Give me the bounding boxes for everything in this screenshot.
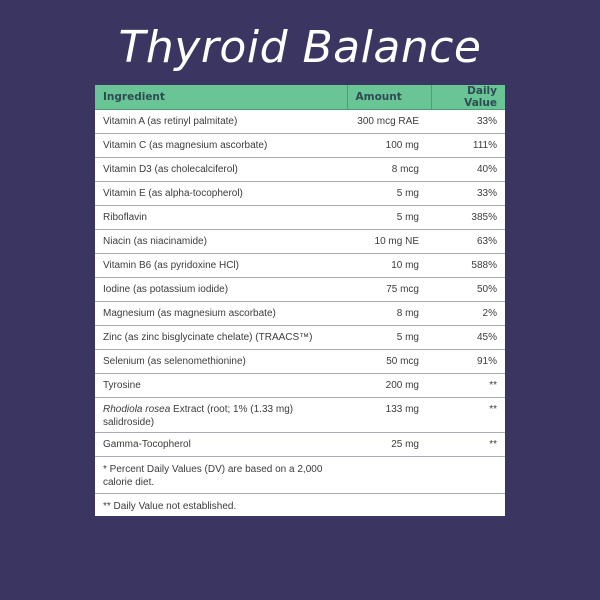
supplement-facts-table [95,85,505,516]
daily-value-cell: 385% [431,206,505,230]
ingredient-cell: Riboflavin [95,206,347,230]
daily-value-cell: 63% [431,230,505,254]
amount-cell: 25 mg [347,433,431,457]
table-row [95,326,505,350]
table-row [95,433,505,457]
daily-value-cell: 33% [431,110,505,134]
table-row [95,302,505,326]
amount-cell: 8 mg [347,302,431,326]
daily-value-cell: ** [431,374,505,398]
ingredient-cell: Vitamin C (as magnesium ascorbate) [95,134,347,158]
table-row [95,110,505,134]
amount-cell: 5 mg [347,206,431,230]
table-row [95,158,505,182]
table-row [95,374,505,398]
table-row [95,398,505,433]
amount-cell: 8 mcg [347,158,431,182]
ingredient-cell: Tyrosine [95,374,347,398]
header-ingredient: Ingredient [95,85,347,110]
ingredient-cell: Vitamin B6 (as pyridoxine HCl) [95,254,347,278]
amount-cell: 5 mg [347,326,431,350]
daily-value-cell: 588% [431,254,505,278]
ingredient-cell: Gamma-Tocopherol [95,433,347,457]
footnote-dv-not-established: ** Daily Value not established. [103,501,237,512]
page-title: Thyroid Balance [118,22,482,73]
amount-cell: 5 mg [347,182,431,206]
amount-cell: 50 mcg [347,350,431,374]
ingredient-cell: Selenium (as selenomethionine) [95,350,347,374]
amount-cell: 10 mg NE [347,230,431,254]
amount-cell: 100 mg [347,134,431,158]
table-row [95,134,505,158]
ingredient-cell: Zinc (as zinc bisglycinate chelate) (TRAACS™) [95,326,347,350]
ingredient-cell: Vitamin D3 (as cholecalciferol) [95,158,347,182]
table-row [95,182,505,206]
ingredient-description: Extract (root; 1% (1.33 mg) salidroside) [103,404,294,428]
amount-cell: 133 mg [347,398,431,433]
table-row [95,254,505,278]
footnote-row [95,457,505,494]
daily-value-cell: 33% [431,182,505,206]
daily-value-cell: 40% [431,158,505,182]
amount-cell: 10 mg [347,254,431,278]
ingredient-cell [95,398,347,433]
daily-value-cell: 2% [431,302,505,326]
ingredient-cell: Magnesium (as magnesium ascorbate) [95,302,347,326]
ingredient-latin-name: Rhodiola rosea [103,404,171,415]
table-row [95,230,505,254]
daily-value-cell: ** [431,398,505,433]
daily-value-cell: ** [431,433,505,457]
header-amount: Amount [347,85,431,110]
ingredient-cell: Vitamin E (as alpha-tocopherol) [95,182,347,206]
daily-value-cell: 111% [431,134,505,158]
table-row [95,278,505,302]
ingredient-cell: Vitamin A (as retinyl palmitate) [95,110,347,134]
footnote-row [95,494,505,516]
daily-value-cell: 45% [431,326,505,350]
daily-value-cell: 91% [431,350,505,374]
table-row [95,350,505,374]
amount-cell: 300 mcg RAE [347,110,431,134]
table-header-row [95,85,505,110]
table-row [95,206,505,230]
footnote-percent-dv: * Percent Daily Values (DV) are based on a 2,000 calorie diet. [95,457,505,494]
amount-cell: 75 mcg [347,278,431,302]
ingredient-cell: Iodine (as potassium iodide) [95,278,347,302]
ingredient-cell: Niacin (as niacinamide) [95,230,347,254]
daily-value-cell: 50% [431,278,505,302]
header-daily-value: Daily Value [431,85,505,110]
amount-cell: 200 mg [347,374,431,398]
